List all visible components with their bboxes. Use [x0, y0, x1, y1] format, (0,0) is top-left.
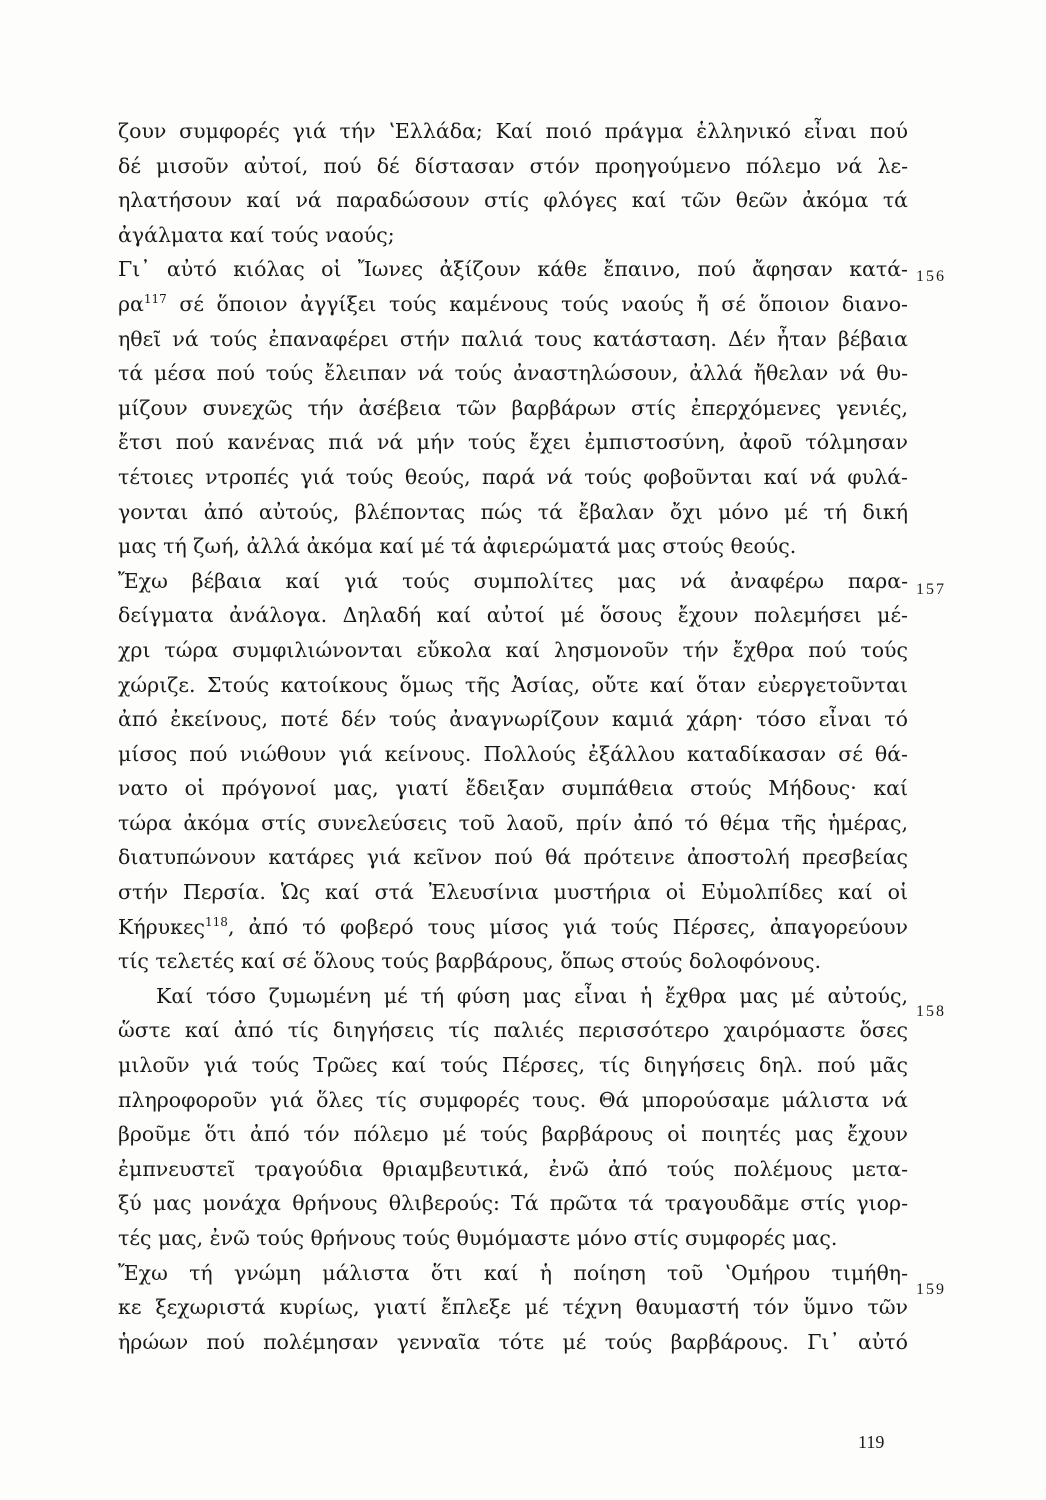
text-line-footnote: [118, 910, 908, 945]
text-line: τέτοιες ντροπές γιά τούς θεούς, παρά νά τούς φοβοῦνται καί νά φυλά-: [118, 464, 908, 489]
text-line: ξύ μας μονάχα θρήνους θλιβερούς: Τά πρῶτα τά τραγουδᾶμε στίς γιορ-: [118, 1191, 908, 1216]
body-text: [118, 114, 908, 1359]
text-line: κε ξεχωριστά κυρίως, γιατί ἔπλεξε μέ τέχνη θαυμαστή τόν ὕμνο τῶν: [118, 1295, 908, 1320]
word-fragment: ρα: [118, 291, 144, 316]
line-rest: σέ ὅποιον ἀγγίξει τούς καμένους τούς ναούς ἤ σέ ὅποιον διανο-: [179, 291, 908, 316]
page-number: 119: [858, 1432, 885, 1452]
line-rest: , ἀπό τό φοβερό τους μίσος γιά τούς Πέρσες, ἀπαγορεύουν: [227, 914, 908, 939]
text-line: ηλατήσουν καί νά παραδώσουν στίς φλόγες καί τῶν θεῶν ἀκόμα τά: [118, 188, 908, 213]
text-line: τά μέσα πού τούς ἔλειπαν νά τούς ἀναστηλώσουν, ἀλλά ἤθελαν νά θυ-: [118, 361, 908, 386]
word-fragment: Κήρυκες: [118, 914, 206, 939]
text-line: τές μας, ἐνῶ τούς θρήνους τούς θυμόμαστε μόνο στίς συμφορές μας.: [118, 1226, 838, 1250]
text-line: Γι᾽ αὐτό κιόλας οἱ Ἴωνες ἀξίζουν κάθε ἔπαινο, πού ἄφησαν κατά-: [118, 257, 908, 282]
text-line: στήν Περσία. Ὡς καί στά Ἐλευσίνια μυστήρια οἱ Εὐμολπίδες καί οἱ: [118, 880, 908, 905]
text-line: τώρα ἀκόμα στίς συνελεύσεις τοῦ λαοῦ, πρίν ἀπό τό θέμα τῆς ἡμέρας,: [118, 810, 908, 835]
text-line: χώριζε. Στούς κατοίκους ὅμως τῆς Ἀσίας, οὔτε καί ὅταν εὐεργετοῦνται: [118, 672, 908, 697]
text-line: ἡρώων πού πολέμησαν γενναῖα τότε μέ τούς βαρβάρους. Γι᾽ αὐτό: [118, 1329, 908, 1354]
text-line: Ἔχω τή γνώμη μάλιστα ὅτι καί ἡ ποίηση τοῦ ʽΟμήρου τιμήθη-: [118, 1260, 908, 1285]
section-number: 156: [916, 268, 946, 285]
text-line: μας τή ζωή, ἀλλά ἀκόμα καί μέ τά ἀφιερώματά μας στούς θεούς.: [118, 534, 797, 559]
footnote-ref: 117: [143, 292, 167, 307]
section-number: 159: [916, 1281, 946, 1298]
text-line: ζουν συμφορές γιά τήν ʽΕλλάδα; Καί ποιό πράγμα ἑλληνικό εἶναι πού: [118, 119, 908, 143]
text-line: γονται ἀπό αὐτούς, βλέποντας πώς τά ἔβαλαν ὄχι μόνο μέ τή δική: [118, 499, 908, 524]
text-line: τίς τελετές καί σέ ὅλους τούς βαρβάρους, ὅπως στούς δολοφόνους.: [118, 949, 821, 974]
text-line: ηθεῖ νά τούς ἐπαναφέρει στήν παλιά τους κατάσταση. Δέν ἦταν βέβαια: [118, 326, 908, 351]
text-line: μίσος πού νιώθουν γιά κείνους. Πολλούς ἐξάλλου καταδίκασαν σέ θά-: [118, 741, 908, 766]
text-line: ἔτσι πού κανένας πιά νά μήν τούς ἔχει ἐμπιστοσύνη, ἀφοῦ τόλμησαν: [118, 430, 908, 455]
text-line: ἀπό ἐκείνους, ποτέ δέν τούς ἀναγνωρίζουν καμιά χάρη· τόσο εἶναι τό: [118, 707, 908, 732]
text-line: ὥστε καί ἀπό τίς διηγήσεις τίς παλιές περισσότερο χαιρόμαστε ὅσες: [118, 1018, 908, 1043]
section-number: 157: [916, 581, 946, 598]
section-number: 158: [916, 1003, 946, 1020]
text-line: Ἔχω βέβαια καί γιά τούς συμπολίτες μας νά ἀναφέρω παρα-: [118, 568, 908, 593]
text-line: μιλοῦν γιά τούς Τρῶες καί τούς Πέρσες, τίς διηγήσεις δηλ. πού μᾶς: [118, 1053, 908, 1078]
text-line: διατυπώνουν κατάρες γιά κεῖνον πού θά πρότεινε ἀποστολή πρεσβείας: [118, 845, 908, 870]
text-line-footnote: [118, 287, 908, 322]
text-line: ἀγάλματα καί τούς ναούς;: [118, 222, 395, 247]
footnote-ref: 118: [205, 914, 228, 929]
text-line: δέ μισοῦν αὐτοί, πού δέ δίστασαν στόν προηγούμενο πόλεμο νά λε-: [118, 153, 908, 178]
text-line: ἐμπνευστεῖ τραγούδια θριαμβευτικά, ἐνῶ ἀπό τούς πολέμους μετα-: [118, 1156, 908, 1181]
text-line: δείγματα ἀνάλογα. Δηλαδή καί αὐτοί μέ ὅσους ἔχουν πολεμήσει μέ-: [118, 603, 908, 628]
text-line: νατο οἱ πρόγονοί μας, γιατί ἔδειξαν συμπάθεια στούς Μήδους· καί: [118, 776, 908, 801]
text-line: Καί τόσο ζυμωμένη μέ τή φύση μας εἶναι ἡ ἔχθρα μας μέ αὐτούς,: [156, 983, 908, 1008]
text-line: μίζουν συνεχῶς τήν ἀσέβεια τῶν βαρβάρων στίς ἐπερχόμενες γενιές,: [118, 395, 908, 420]
text-line: πληροφοροῦν γιά ὅλες τίς συμφορές τους. Θά μπορούσαμε μάλιστα νά: [118, 1087, 908, 1112]
text-line: χρι τώρα συμφιλιώνονται εὔκολα καί λησμονοῦν τήν ἔχθρα πού τούς: [118, 637, 908, 662]
text-line: βροῦμε ὅτι ἀπό τόν πόλεμο μέ τούς βαρβάρους οἱ ποιητές μας ἔχουν: [118, 1122, 908, 1147]
